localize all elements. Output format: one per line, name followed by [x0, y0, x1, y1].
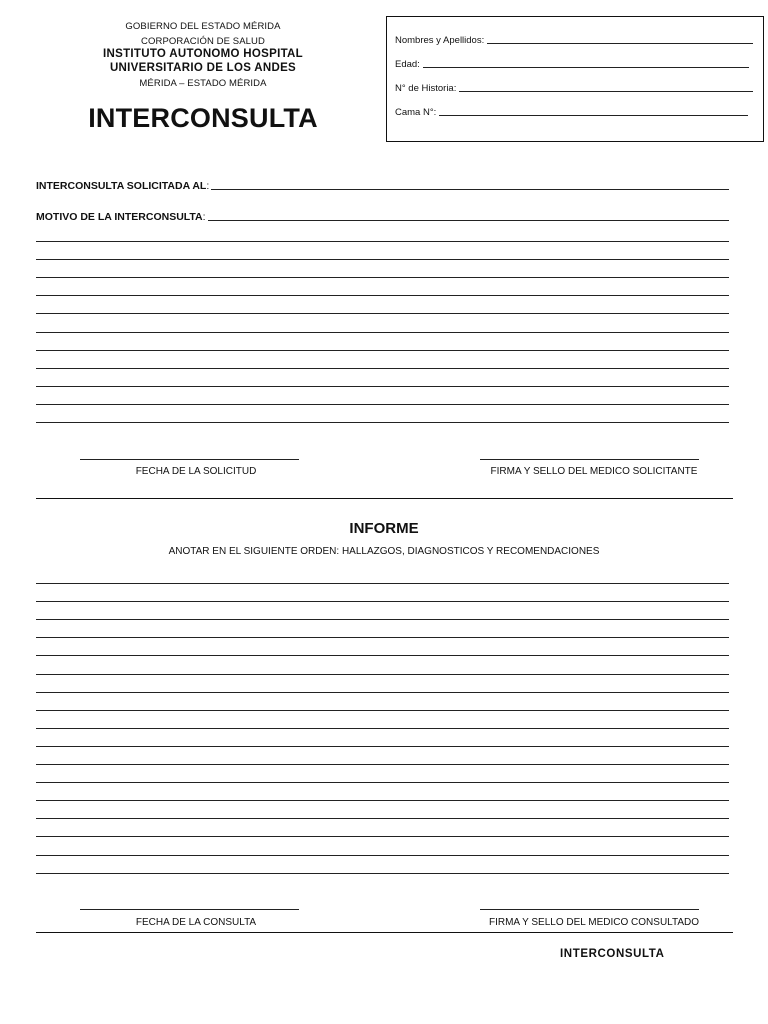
report-title: INFORME [349, 520, 419, 537]
writing-line [36, 836, 729, 837]
request-signature-label: FIRMA Y SELLO DEL MEDICO SOLICITANTE [490, 466, 698, 477]
writing-line [36, 583, 729, 584]
footer-title: INTERCONSULTA [560, 948, 665, 960]
patient-age-label: Edad: [395, 59, 420, 70]
writing-line [36, 728, 729, 729]
patient-history-label: N° de Historia: [395, 83, 457, 94]
writing-line [36, 855, 729, 856]
writing-line [36, 386, 729, 387]
motivo-field[interactable] [36, 211, 729, 223]
writing-line [36, 259, 729, 260]
writing-line [36, 782, 729, 783]
solicitada-line [211, 188, 729, 190]
writing-line [36, 313, 729, 314]
writing-line [36, 746, 729, 747]
patient-history-line [459, 90, 753, 92]
writing-line [36, 404, 729, 405]
writing-line [36, 873, 729, 874]
writing-line [36, 295, 729, 296]
patient-history-field[interactable] [395, 83, 753, 94]
writing-line [36, 764, 729, 765]
patient-bed-label: Cama N°: [395, 107, 437, 118]
writing-line [36, 422, 729, 423]
motivo-line [208, 219, 729, 221]
consult-signature-line [480, 909, 699, 910]
header-corporation: CORPORACIÓN DE SALUD [141, 36, 265, 47]
patient-name-label: Nombres y Apellidos: [395, 35, 485, 46]
writing-line [36, 818, 729, 819]
request-date-label: FECHA DE LA SOLICITUD [135, 466, 257, 477]
header-government: GOBIERNO DEL ESTADO MÉRIDA [125, 21, 281, 32]
writing-line [36, 655, 729, 656]
request-date-line [80, 459, 299, 460]
consult-date-label: FECHA DE LA CONSULTA [135, 917, 257, 928]
patient-name-line [487, 42, 753, 44]
patient-bed-line [439, 114, 748, 116]
request-signature-line [480, 459, 699, 460]
header-institute: INSTITUTO AUTONOMO HOSPITAL [103, 48, 303, 60]
header-location: MÉRIDA – ESTADO MÉRIDA [139, 78, 267, 89]
writing-line [36, 241, 729, 242]
report-instructions: ANOTAR EN EL SIGUIENTE ORDEN: HALLAZGOS, DIAGNOSTICOS Y RECOMENDACIONES [168, 546, 600, 557]
motivo-label: MOTIVO DE LA INTERCONSULTA: [36, 211, 206, 223]
writing-line [36, 710, 729, 711]
consult-date-line [80, 909, 299, 910]
solicitada-field[interactable] [36, 180, 729, 192]
patient-bed-field[interactable] [395, 107, 748, 118]
writing-line [36, 674, 729, 675]
patient-age-field[interactable] [395, 59, 749, 70]
writing-line [36, 619, 729, 620]
solicitada-label: INTERCONSULTA SOLICITADA AL: [36, 180, 210, 192]
writing-line [36, 637, 729, 638]
consult-signature-label: FIRMA Y SELLO DEL MEDICO CONSULTADO [488, 917, 700, 928]
page-title: INTERCONSULTA [88, 103, 318, 133]
writing-line [36, 277, 729, 278]
patient-info-box [386, 16, 764, 142]
header-university: UNIVERSITARIO DE LOS ANDES [109, 62, 297, 74]
patient-name-field[interactable] [395, 35, 753, 46]
writing-line [36, 368, 729, 369]
writing-line [36, 332, 729, 333]
writing-line [36, 692, 729, 693]
writing-line [36, 601, 729, 602]
writing-line [36, 350, 729, 351]
section-divider [36, 498, 733, 499]
writing-line [36, 800, 729, 801]
footer-divider [36, 932, 733, 933]
patient-age-line [423, 66, 749, 68]
